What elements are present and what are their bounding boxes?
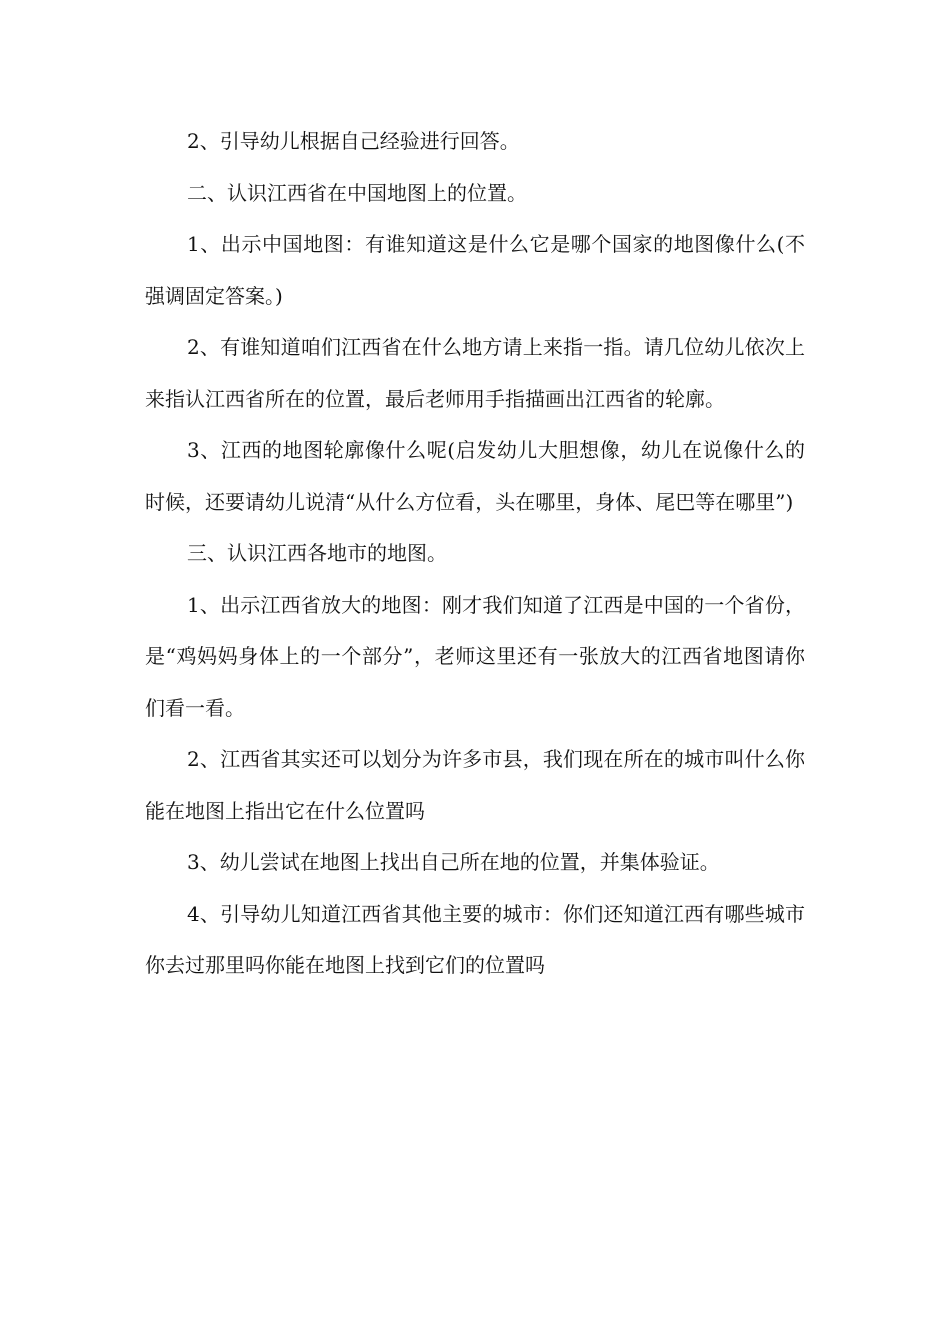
paragraph-1: 2、引导幼儿根据自己经验进行回答。 [187, 129, 520, 153]
paragraph-2-2: 2、有谁知道咱们江西省在什么地方请上来指一指。请几位幼儿依次上来指认江西省所在的位置，最后老师用手指描画出江西省的轮廓。 [145, 335, 805, 411]
paragraph-3-4: 4、引导幼儿知道江西省其他主要的城市：你们还知道江西有哪些城市你去过那里吗你能在地图上找到它们的位置吗 [145, 901, 805, 977]
paragraph-3-2: 2、江西省其实还可以划分为许多市县，我们现在所在的城市叫什么你能在地图上指出它在什么位置吗 [145, 747, 805, 823]
paragraph-3-3: 3、幼儿尝试在地图上找出自己所在地的位置，并集体验证。 [187, 850, 720, 874]
paragraph-2-3: 3、江西的地图轮廓像什么呢(启发幼儿大胆想像，幼儿在说像什么的时候，还要请幼儿说清“从什么方位看，头在哪里，身体、尾巴等在哪里”) [145, 438, 805, 514]
section-heading-3: 三、认识江西各地市的地图。 [187, 541, 447, 565]
paragraph-3-1: 1、出示江西省放大的地图：刚才我们知道了江西是中国的一个省份，是“鸡妈妈身体上的一个部分”，老师这里还有一张放大的江西省地图请你们看一看。 [145, 592, 805, 720]
document-body [145, 116, 805, 992]
paragraph-2-1: 1、出示中国地图：有谁知道这是什么它是哪个国家的地图像什么(不强调固定答案。) [145, 232, 805, 308]
section-heading-2: 二、认识江西省在中国地图上的位置。 [187, 180, 527, 205]
